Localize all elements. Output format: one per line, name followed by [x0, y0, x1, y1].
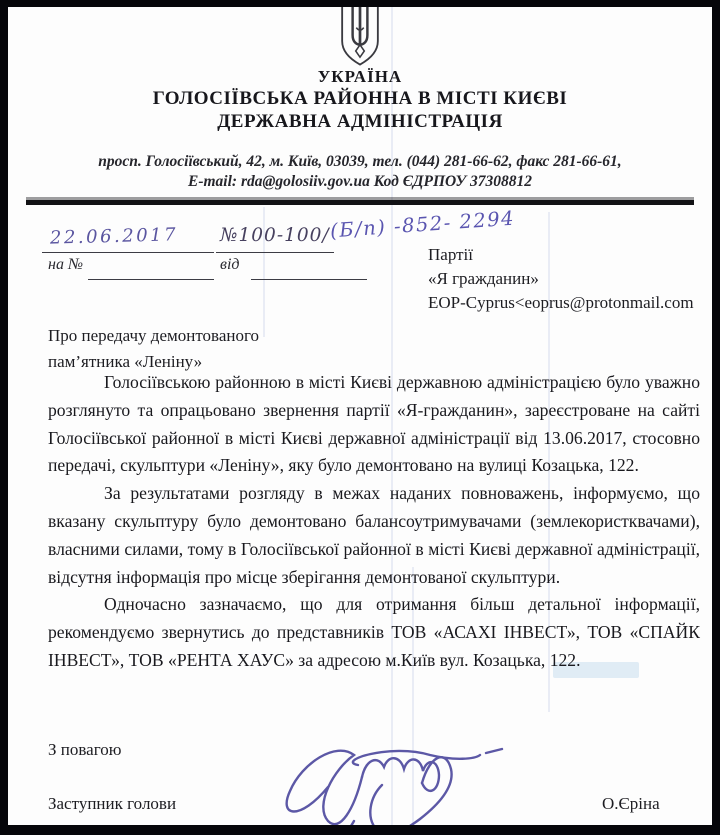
ukraine-trident-emblem-icon	[329, 3, 391, 72]
letterhead-address-line2: E-mail: rda@golosiiv.gov.ua Код ЄДРПОУ 37308812	[188, 173, 532, 190]
reply-number-label: на №	[48, 256, 84, 273]
recipient-email: EOP-Cyprus<eoprus@protonmail.com	[428, 293, 694, 312]
body-paragraph: Одночасно зазначаємо, що для отримання більш детальної інформації, рекомендуємо звернутись до представників ТОВ «АСАХІ ІНВЕСТ», ТОВ «СПАЙК ІНВЕСТ», ТОВ «РЕНТА ХАУС» за адресою м.Київ вул. Козацька, 122.	[48, 594, 700, 670]
handwritten-outgoing-number: №100-100/	[220, 225, 330, 246]
handwritten-outgoing-number-suffix: (Б/п) -852- 2294	[329, 206, 516, 243]
closing-regards: З повагою	[48, 740, 122, 759]
recipient-line: Партії	[428, 245, 473, 264]
letter-body	[48, 369, 700, 675]
number-underline	[216, 252, 334, 253]
recipient-line: «Я гражданин»	[428, 269, 539, 288]
body-paragraph: Голосіївською районною в місті Києві державною адміністрацією було уважно розглянуто та опрацьовано звернення партії «Я-гражданин», зареєстроване на сайті Голосіївської районної в місті Києві державної адміністрації від 13.06.2017, стосовно передачі, скульптури «Леніну», яку було демонтовано на вулиці Козацька, 122.	[48, 372, 700, 476]
subject-line: пам’ятника «Леніну»	[48, 352, 203, 371]
reply-number-underline	[88, 279, 214, 280]
signer-name: О.Єріна	[602, 794, 660, 813]
body-paragraph: За результатами розгляду в межах наданих повноважень, інформуємо, що вказану скульптуру було демонтовано балансоутримувачами (землекористквачами), власними силами, тому в Голосіївської районної в місті Києві державної адміністрації, відсутня інформація про місце зберігання демонтованої скульптури.	[48, 483, 700, 587]
reply-date-label: від	[220, 256, 240, 273]
date-underline	[42, 252, 214, 253]
reply-date-underline	[251, 279, 367, 280]
signer-position: Заступник голови	[48, 794, 177, 813]
subject-block	[48, 323, 259, 375]
subject-line: Про передачу демонтованого	[48, 326, 260, 345]
country-title: УКРАЇНА	[317, 67, 403, 86]
handwritten-signature-icon	[270, 725, 510, 835]
letterhead-separator-rule	[26, 200, 694, 205]
organization-name-line1: ГОЛОСІЇВСЬКА РАЙОННА В МІСТІ КИЄВІ	[152, 88, 568, 109]
handwritten-date: 22.06.2017	[49, 224, 179, 249]
letterhead-address-line1: просп. Голосіївський, 42, м. Київ, 03039, тел. (044) 281-66-62, факс 281-66-61,	[98, 153, 622, 170]
recipient-block	[428, 243, 694, 315]
organization-name-line2: ДЕРЖАВНА АДМІНІСТРАЦІЯ	[217, 111, 503, 132]
